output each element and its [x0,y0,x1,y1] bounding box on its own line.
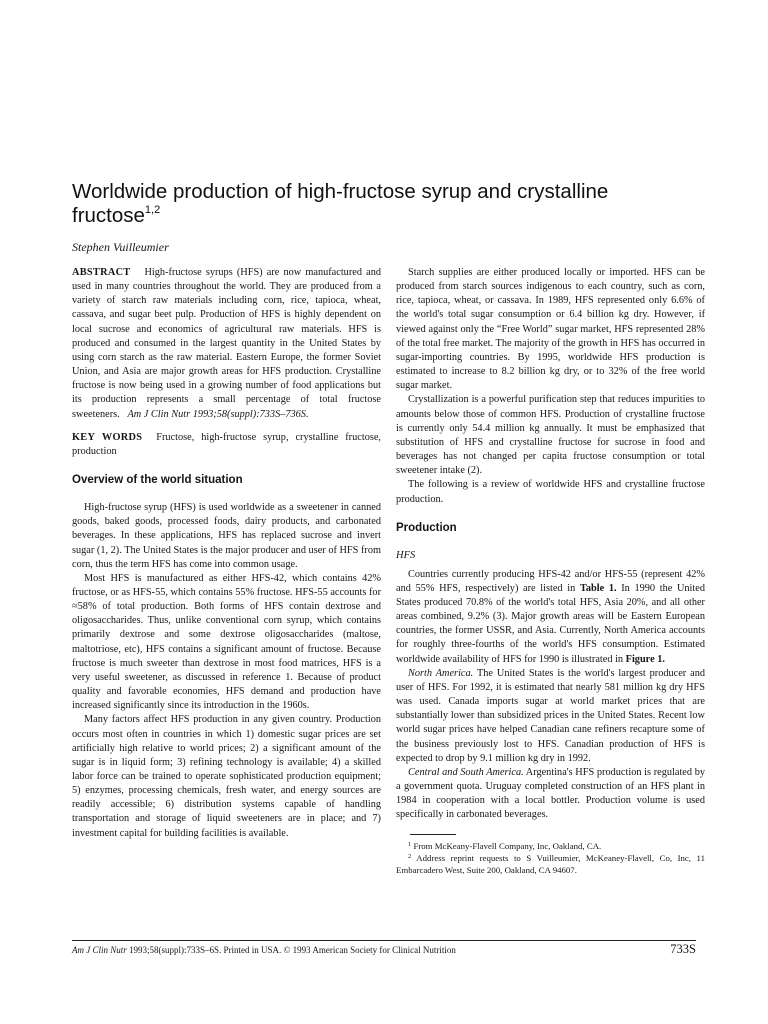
paragraph-text: The United States is the world's largest producer and user of HFS. For 1992, it is estimated that nearly 581 million kg dry HFS was used. Canada imports sugar at world market prices that are substantially lower than subsidized prices in the United States. Recent low world sugar prices have helped Canadian cane refiners recapture some of the business previously lost to HFS. Canadian production of HFS is expected to drop by 9.1 million kg dry in 1992. [396,667,705,764]
abstract-text: High-fructose syrups (HFS) are now manufactured and used in many countries throughout the world. They are produced from a variety of starch raw materials including corn, rice, tapioca, wheat, cassava, and sugar beet pulp. Production of HFS is highly dependent on local sucrose and economics of agricultural raw materials. HFS is produced and consumed in the largest quantity in the United States by using corn starch as the raw material. Eastern Europe, the former Soviet Union, and Asia are major growth areas for HFS production. Crystalline fructose is now being used in a growing number of food applications but its production represents a small percentage of total fructose sweeteners. [72,267,381,420]
page-footer [72,944,456,956]
footnote-text: From McKeany-Flavell Company, Inc, Oakland, CA. [413,841,602,852]
keywords-label: KEY WORDS [72,431,143,443]
footnote [396,853,705,876]
footnote-number: 1 [408,841,412,849]
paragraph-text: In 1990 the United States produced 70.8% of the world's total HFS, Asia 20%, and all other areas combined, 9.2% (3). Major growth areas will be Eastern European countries, the former USSR, and Asia. Currently, North America accounts for roughly three-fourths of the world's HFS consumption. Estimated worldwide availability of HFS for 1990 is illustrated in [396,582,705,665]
footer-divider [72,940,696,941]
footnote-divider [410,834,456,835]
author: Stephen Vuilleumier [72,240,169,254]
article-title [72,180,632,228]
article-title-text: Worldwide production of high-fructose syrup and crystalline fructose [72,180,609,227]
footnote [396,841,705,853]
paragraph: Crystallization is a powerful purification step that reduces impurities to amounts below those of common HFS. Production of crystalline fructose is currently only 54.4 million kg annually. It must be emphasized that substitution of HFS and crystalline fructose for sucrose in food and beverages has not changed per capita fructose consumption or total sweetener intake (2). [396,394,705,477]
table-reference[interactable]: Table 1. [579,582,617,594]
paragraph: Many factors affect HFS production in any given country. Production occurs most often in countries in which 1) domestic sugar prices are set artificially high relative to world prices; 2) a significant amount of the sugar is in liquid form; 3) refining technology is available; 4) a skilled labor force can be trained to operate sophisticated production equipment; 5) enzymes, processing chemicals, fresh water, and energy sources are readily accessible; 6) distribution systems capable of handling transportation and storage of liquid sweeteners are in place; and 7) investment capital for building facilities is available. [72,714,381,839]
abstract-citation: Am J Clin Nutr 1993;58(suppl):733S–736S. [127,408,309,420]
page-number: 733S [670,942,696,956]
subsection-heading-hfs: HFS [396,549,416,561]
paragraph [396,766,705,823]
footer-text: 1993;58(suppl):733S–6S. Printed in USA. © 1993 American Society for Clinical Nutrition [129,945,456,955]
title-footnote-marker: 1,2 [144,204,161,216]
left-column [72,266,381,841]
footnote-number: 2 [408,853,412,861]
section-heading-overview: Overview of the world situation [72,474,243,487]
keywords [72,431,381,459]
paragraph: Starch supplies are either produced locally or imported. HFS can be produced from starch sources indigenous to each country, such as corn, rice, tapioca, wheat, or cassava. In 1989, HFS represented only 6.6% of the world's total sugar consumption or 6.4 billion kg dry. However, if viewed against only the “Free World” sugar market, HFS represented 28% of the total free market. The majority of the growth in HFS has occurred in sugar-importing countries. By 1995, worldwide HFS production is estimated to increase to 8.2 billion kg dry, or to 32% of the free world sugar market. [396,267,705,392]
paragraph: High-fructose syrup (HFS) is used worldwide as a sweetener in canned goods, baked goods, processed foods, dairy products, and carbonated beverages. In these applications, HFS has replaced sucrose and invert sugar (1, 2). The United States is the major producer and user of HFS from corn, thus the term HFS has come into common usage. [72,502,381,570]
paragraph: Most HFS is manufactured as either HFS-42, which contains 42% fructose, or as HFS-55, which contains 55% fructose. HFS-55 accounts for ≈58% of total production. Both forms of HFS contain dextrose and oligosaccharides. Thus, unlike conventional corn syrup, which contains primarily dextrose and some dextrose oligosaccharides (maltose, maltotriose, etc), HFS contains a significant amount of fructose. Because fructose is much sweeter than dextrose in most food matrices, HFS is a very useful sweetener, as discussed in reference 1. Because of product quality and favorable economies, HFS demand and production have increased significantly since its introduction in the 1960s. [72,572,381,712]
abstract [72,266,381,422]
section-heading-production: Production [396,521,457,534]
run-in-heading: Central and South America. [408,766,524,778]
paragraph: The following is a review of worldwide HFS and crystalline fructose production. [396,479,705,505]
paragraph-text: Argentina's HFS production is regulated by a government quota. Uruguay completed construction of an HFS plant in 1984 in cooperation with a local bottler. Production volume is used specifically in carbonated beverages. [396,766,705,821]
paragraph [396,667,705,766]
keywords-text: Fructose, high-fructose syrup, crystalline fructose, production [72,431,381,457]
footnote-text: Address reprint requests to S Vuilleumier, McKeaney-Flavell, Co, Inc, 11 Embarcadero West, Suite 200, Oakland, CA 94607. [396,853,705,875]
footer-journal: Am J Clin Nutr [72,945,127,955]
run-in-heading: North America. [408,667,474,679]
abstract-label: ABSTRACT [72,267,131,278]
paragraph-text: Countries currently producing HFS-42 and/or HFS-55 (represent 42% and 55% HFS, respectively) are listed in [396,568,705,594]
figure-reference[interactable]: Figure 1. [625,653,665,665]
right-column [396,266,705,876]
paragraph [396,568,705,667]
